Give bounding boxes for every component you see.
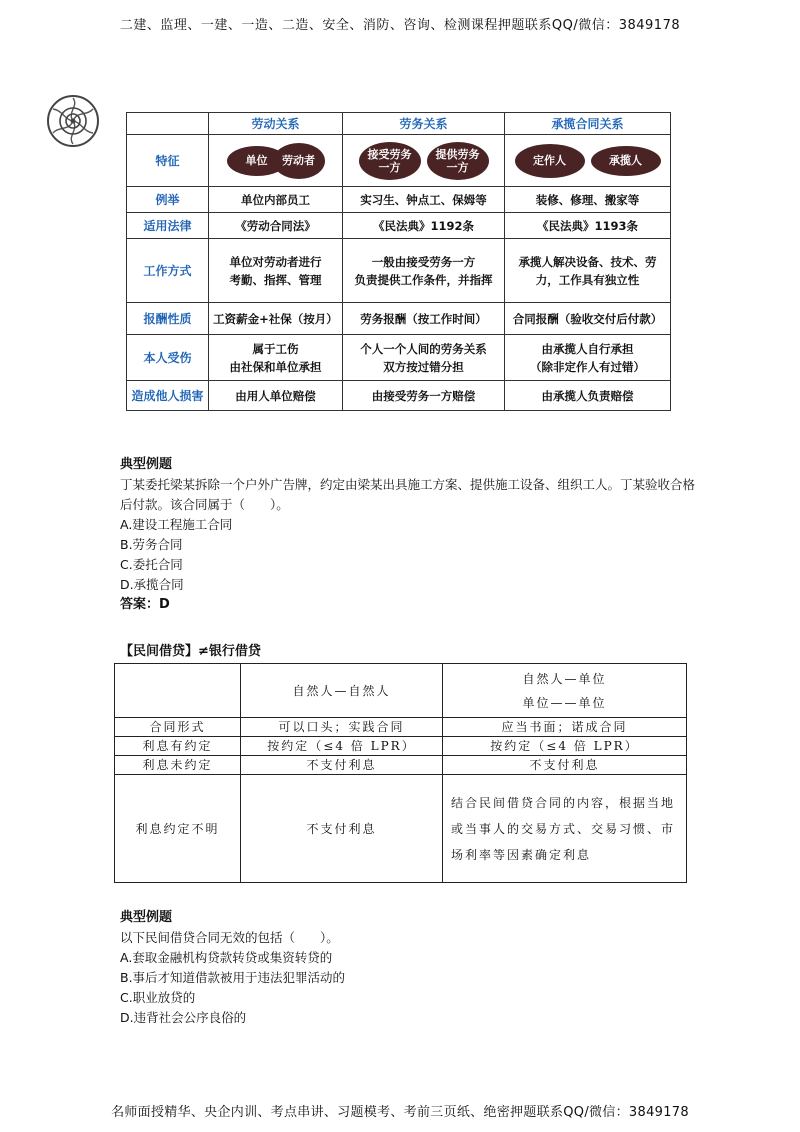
loan-section-title: 【民间借贷】≠银行借贷 <box>120 644 261 659</box>
example1-question: 丁某委托梁某拆除一个户外广告牌，约定由梁某出具施工方案、提供施工设备、组织工人。丁某验收合格后付款。该合同属于（ ）。 <box>120 477 696 512</box>
cell: 属于工伤 由社保和单位承担 <box>209 335 343 381</box>
loan-cell-person: 可以口头；实践合同 <box>241 718 443 737</box>
loan-cell-person: 不支付利息 <box>241 775 443 883</box>
row-label: 报酬性质 <box>127 303 209 335</box>
cell: 《民法典》1192条 <box>343 213 505 239</box>
loan-row-label: 合同形式 <box>115 718 241 737</box>
example1-option-a: A.建设工程施工合同 <box>120 517 233 532</box>
row-label: 工作方式 <box>127 239 209 303</box>
loan-col-unit-line2: 单位——单位 <box>522 695 607 710</box>
example1-block <box>120 455 700 615</box>
cell: 《劳动合同法》 <box>209 213 343 239</box>
example2-question: 以下民间借贷合同无效的包括（ ）。 <box>120 930 339 945</box>
row-label: 例举 <box>127 187 209 213</box>
loan-row-label: 利息约定不明 <box>115 775 241 883</box>
cell: 个人一个人间的劳务关系 双方按过错分担 <box>343 335 505 381</box>
example2-block <box>120 908 700 1028</box>
loan-corner-cell <box>115 664 241 718</box>
pill-laborer: 劳动者 <box>273 143 325 179</box>
col-header-labor: 劳动关系 <box>209 113 343 135</box>
loan-cell-unit: 不支付利息 <box>443 756 687 775</box>
loan-col-unit-line1: 自然人—单位 <box>522 671 607 686</box>
relations-comparison-table <box>126 112 671 411</box>
cell: 工资薪金+社保（按月） <box>209 303 343 335</box>
col-header-contract: 承揽合同关系 <box>505 113 671 135</box>
cell: 《民法典》1193条 <box>505 213 671 239</box>
example2-option-b: B.事后才知道借款被用于违法犯罪活动的 <box>120 970 346 985</box>
example1-option-d: D.承揽合同 <box>120 577 184 592</box>
cell: 一般由接受劳务一方 负责提供工作条件，并指挥 <box>343 239 505 303</box>
loan-cell-person: 按约定（≤4 倍 LPR） <box>241 737 443 756</box>
feature-cell-contract <box>505 135 671 187</box>
cell: 由承揽人自行承担 （除非定作人有过错） <box>505 335 671 381</box>
cell: 由用人单位赔偿 <box>209 381 343 411</box>
example2-option-c: C.职业放贷的 <box>120 990 196 1005</box>
cell: 单位对劳动者进行 考勤、指挥、管理 <box>209 239 343 303</box>
private-loan-table <box>114 663 687 883</box>
example1-answer: 答案：D <box>120 597 170 612</box>
pill-contractor: 承揽人 <box>591 146 661 176</box>
row-label: 造成他人损害 <box>127 381 209 411</box>
pill-receiver: 接受劳务一方 <box>359 142 421 180</box>
cell: 由承揽人负责赔偿 <box>505 381 671 411</box>
page-header: 二建、监理、一建、一造、二造、安全、消防、咨询、检测课程押题联系QQ/微信：3849178 <box>119 18 681 33</box>
example2-title: 典型例题 <box>120 910 173 925</box>
example1-option-c: C.委托合同 <box>120 557 183 572</box>
cell: 实习生、钟点工、保姆等 <box>343 187 505 213</box>
cell: 装修、修理、搬家等 <box>505 187 671 213</box>
loan-col-unit <box>443 664 687 718</box>
loan-cell-unit: 结合民间借贷合同的内容，根据当地或当事人的交易方式、交易习惯、市场利率等因素确定利息 <box>443 775 687 883</box>
col-header-service: 劳务关系 <box>343 113 505 135</box>
cell: 单位内部员工 <box>209 187 343 213</box>
example2-option-d: D.违背社会公序良俗的 <box>120 1010 247 1025</box>
pill-provider: 提供劳务一方 <box>427 142 489 180</box>
feature-cell-service <box>343 135 505 187</box>
cell: 劳务报酬（按工作时间） <box>343 303 505 335</box>
cell: 由接受劳务一方赔偿 <box>343 381 505 411</box>
feature-cell-labor <box>209 135 343 187</box>
loan-cell-unit: 按约定（≤4 倍 LPR） <box>443 737 687 756</box>
cell: 承揽人解决设备、技术、劳 力，工作具有独立性 <box>505 239 671 303</box>
row-label: 适用法律 <box>127 213 209 239</box>
loan-row-label: 利息有约定 <box>115 737 241 756</box>
row-label: 本人受伤 <box>127 335 209 381</box>
decorative-seal-icon <box>46 94 100 148</box>
corner-cell <box>127 113 209 135</box>
loan-row-label: 利息未约定 <box>115 756 241 775</box>
loan-cell-unit: 应当书面；诺成合同 <box>443 718 687 737</box>
loan-col-person: 自然人—自然人 <box>241 664 443 718</box>
pill-orderer: 定作人 <box>515 144 585 178</box>
example1-title: 典型例题 <box>120 457 173 472</box>
example1-option-b: B.劳务合同 <box>120 537 183 552</box>
pill-unit: 单位 <box>227 146 287 176</box>
example2-option-a: A.套取金融机构贷款转贷或集资转贷的 <box>120 950 333 965</box>
loan-cell-person: 不支付利息 <box>241 756 443 775</box>
page-footer: 名师面授精华、央企内训、考点串讲、习题模考、考前三页纸、绝密押题联系QQ/微信：3849178 <box>111 1105 689 1120</box>
row-label-feature: 特征 <box>127 135 209 187</box>
cell: 合同报酬（验收交付后付款） <box>505 303 671 335</box>
